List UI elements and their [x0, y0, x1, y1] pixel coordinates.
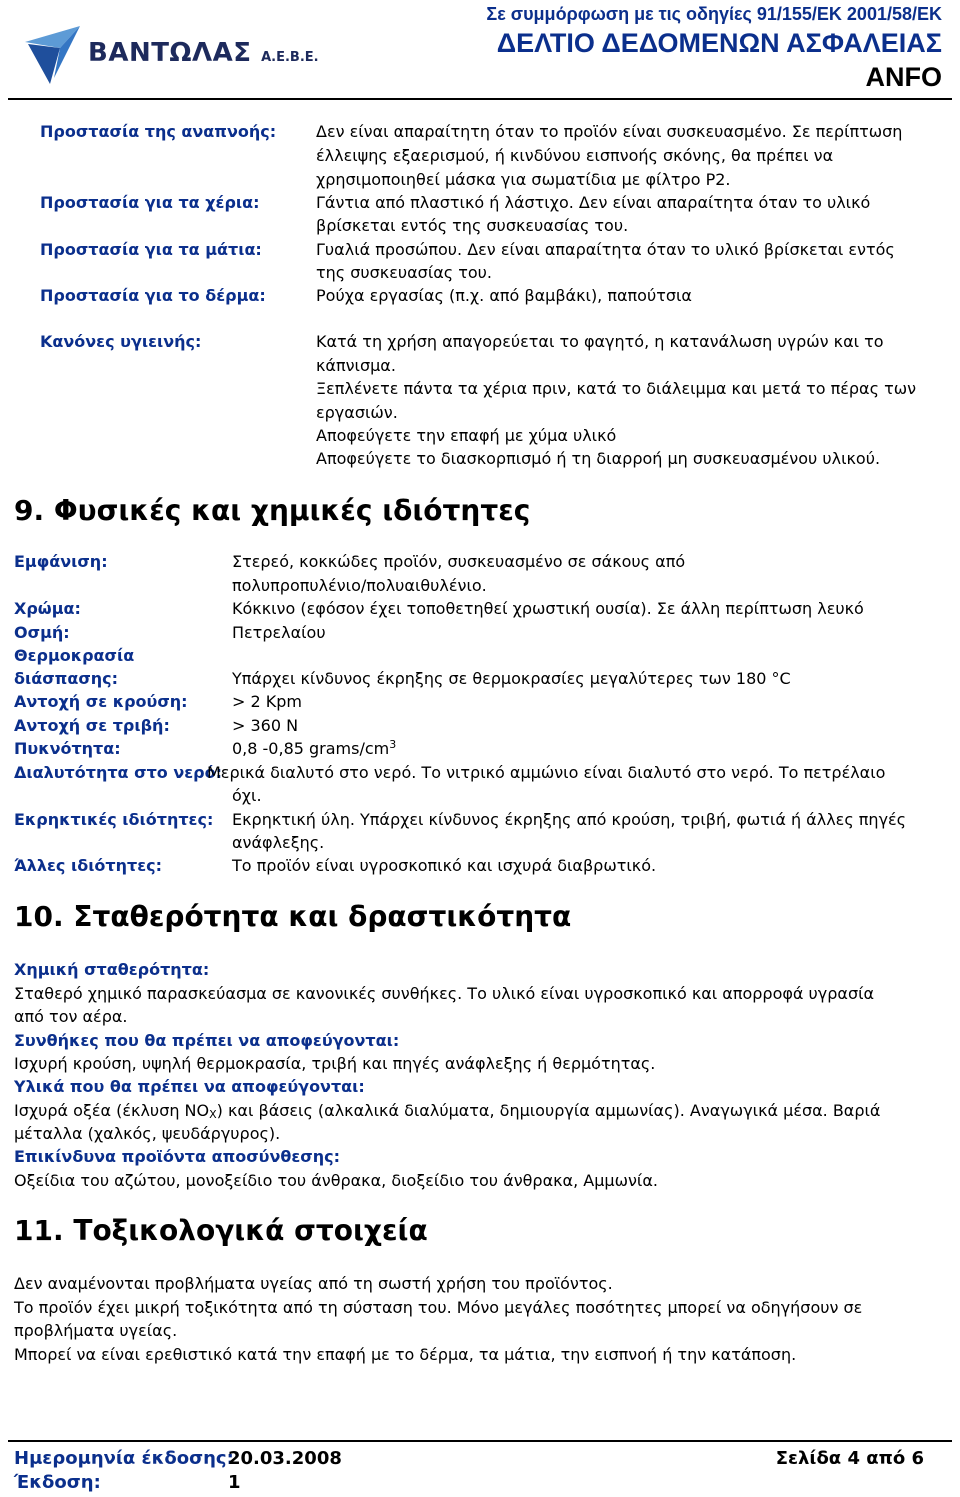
company-logo — [10, 0, 319, 100]
header-divider — [8, 98, 952, 100]
section-9-title: 9. Φυσικές και χημικές ιδιότητες — [14, 494, 531, 527]
respiratory-protection-label: Προστασία της αναπνοής: — [40, 122, 277, 141]
hand-protection-label: Προστασία για τα χέρια: — [40, 193, 260, 212]
color-value: Κόκκινο (εφόσον έχει τοποθετηθεί χρωστική ουσία). Σε άλλη περίπτωση λευκό — [232, 599, 864, 618]
issue-date-label: Ημερομηνία έκδοσης: — [14, 1448, 234, 1469]
materials-to-avoid-line2: μέταλλα (χαλκός, ψευδάργυρος). — [14, 1124, 281, 1143]
explosive-properties-label: Εκρηκτικές ιδιότητες: — [14, 810, 214, 829]
toxicology-line2: Το προϊόν έχει μικρή τοξικότητα από τη σύσταση του. Μόνο μεγάλες ποσότητες μπορεί να οδηγήσουν σε — [14, 1298, 863, 1317]
product-name: ANFO — [865, 62, 942, 92]
solubility-line2: όχι. — [232, 786, 262, 805]
document-title: ΔΕΛΤΙΟ ΔΕΔΟΜΕΝΩΝ ΑΣΦΑΛΕΙΑΣ — [496, 28, 942, 58]
odor-value: Πετρελαίου — [232, 623, 326, 642]
vantolas-logo-icon — [20, 22, 90, 92]
hygiene-line4: εργασιών. — [316, 403, 398, 422]
toxicology-line1: Δεν αναμένονται προβλήματα υγείας από τη σωστή χρήση του προϊόντος. — [14, 1274, 613, 1293]
compliance-line: Σε συμμόρφωση με τις οδηγίες 91/155/ΕΚ 2001/58/ΕΚ — [486, 4, 942, 24]
issue-date-value: 20.03.2008 — [228, 1448, 342, 1469]
density-label: Πυκνότητα: — [14, 739, 121, 758]
eye-protection-label: Προστασία για τα μάτια: — [40, 240, 262, 259]
company-name: ΒΑΝΤΩΛΑΣ Α.Ε.Β.Ε. — [88, 38, 319, 68]
skin-protection-line1: Ρούχα εργασίας (π.χ. από βαμβάκι), παπούτσια — [316, 286, 692, 305]
impact-resistance-value: > 2 Kpm — [232, 692, 302, 711]
density-value: 0,8 -0,85 grams/$cm^3$ — [232, 738, 397, 758]
other-properties-value: Το προϊόν είναι υγροσκοπικό και ισχυρά διαβρωτικό. — [232, 856, 657, 875]
footer-divider — [8, 1440, 952, 1442]
eye-protection-line2: της συσκευασίας του. — [316, 263, 493, 282]
decomposition-products-label: Επικίνδυνα προϊόντα αποσύνθεσης: — [14, 1147, 341, 1166]
toxicology-line3: προβλήματα υγείας. — [14, 1321, 178, 1340]
eye-protection-line1: Γυαλιά προσώπου. Δεν είναι απαραίτητα όταν το υλικό βρίσκεται εντός — [316, 240, 895, 259]
hygiene-line6: Αποφεύγετε το διασκορπισμό ή τη διαρροή μη συσκευασμένου υλικού. — [316, 449, 881, 468]
impact-resistance-label: Αντοχή σε κρούση: — [14, 692, 188, 711]
color-label: Χρώμα: — [14, 599, 81, 618]
version-label: Έκδοση: — [14, 1472, 101, 1493]
materials-to-avoid-label: Υλικά που θα πρέπει να αποφεύγονται: — [14, 1077, 365, 1096]
version-value: 1 — [228, 1472, 241, 1493]
hygiene-label: Κανόνες υγιεινής: — [40, 332, 202, 351]
chemical-stability-label: Χημική σταθερότητα: — [14, 960, 210, 979]
friction-resistance-label: Αντοχή σε τριβή: — [14, 716, 170, 735]
explosive-properties-line1: Εκρηκτική ύλη. Υπάρχει κίνδυνος έκρηξης από κρούση, τριβή, φωτιά ή άλλες πηγές — [232, 810, 907, 829]
respiratory-protection-line1: Δεν είναι απαραίτητη όταν το προϊόν είναι συσκευασμένο. Σε περίπτωση — [316, 122, 903, 141]
appearance-line2: πολυπροπυλένιο/πολυαιθυλένιο. — [232, 576, 487, 595]
skin-protection-label: Προστασία για το δέρμα: — [40, 286, 266, 305]
section-11-title: 11. Τοξικολογικά στοιχεία — [14, 1214, 428, 1247]
hygiene-line2: κάπνισμα. — [316, 356, 396, 375]
chemical-stability-line1: Σταθερό χημικό παρασκεύασμα σε κανονικές συνθήκες. Το υλικό είναι υγροσκοπικό και απορροφά υγρασία — [14, 984, 875, 1003]
odor-label: Οσμή: — [14, 623, 70, 642]
other-properties-label: Άλλες ιδιότητες: — [14, 856, 163, 875]
hygiene-line3: Ξεπλένετε πάντα τα χέρια πριν, κατά το διάλειμμα και μετά το πέρας των — [316, 379, 917, 398]
toxicology-line4: Μπορεί να είναι ερεθιστικό κατά την επαφή με το δέρμα, τα μάτια, την εισπνοή ή την κατάποση. — [14, 1345, 797, 1364]
page-number: Σελίδα 4 από 6 — [775, 1448, 924, 1469]
chemical-stability-line2: από τον αέρα. — [14, 1007, 128, 1026]
friction-resistance-value: > 360 N — [232, 716, 299, 735]
conditions-to-avoid-label: Συνθήκες που θα πρέπει να αποφεύγονται: — [14, 1031, 400, 1050]
respiratory-protection-line3: χρησιμοποιηθεί μάσκα για σωματίδια με φίλτρο P2. — [316, 170, 731, 189]
appearance-line1: Στερεό, κοκκώδες προϊόν, συσκευασμένο σε σάκους από — [232, 552, 686, 571]
hygiene-line5: Αποφεύγετε την επαφή με χύμα υλικό — [316, 426, 617, 445]
page-header — [0, 0, 960, 100]
appearance-label: Εμφάνιση: — [14, 552, 108, 571]
hand-protection-line1: Γάντια από πλαστικό ή λάστιχο. Δεν είναι απαραίτητα όταν το υλικό — [316, 193, 871, 212]
explosive-properties-line2: ανάφλεξης. — [232, 833, 325, 852]
section-10-title: 10. Σταθερότητα και δραστικότητα — [14, 900, 572, 933]
conditions-to-avoid-value: Ισχυρή κρούση, υψηλή θερμοκρασία, τριβή και πηγές ανάφλεξης ή θερμότητας. — [14, 1054, 656, 1073]
decomposition-products-value: Οξείδια του αζώτου, μονοξείδιο του άνθρακα, διοξείδιο του άνθρακα, Αμμωνία. — [14, 1171, 658, 1190]
solubility-label: Διαλυτότητα στο νερό: — [14, 763, 222, 782]
decomposition-temp-label-2: διάσπασης: — [14, 669, 119, 688]
hygiene-line1: Κατά τη χρήση απαγορεύεται το φαγητό, η κατανάλωση υγρών και το — [316, 332, 884, 351]
decomposition-temp-label-1: Θερμοκρασία — [14, 646, 135, 665]
materials-to-avoid-line1: Ισχυρά οξέα (έκλυση $NO_X$) και βάσεις (αλκαλικά διαλύματα, δημιουργία αμμωνίας). Αναγωγικά μέσα. Βαριά — [14, 1101, 881, 1121]
hand-protection-line2: βρίσκεται εντός της συσκευασίας του. — [316, 216, 629, 235]
respiratory-protection-line2: έλλειψης εξαερισμού, ή κινδύνου εισπνοής σκόνης, θα πρέπει να — [316, 146, 834, 165]
decomposition-temp-value: Υπάρχει κίνδυνος έκρηξης σε θερμοκρασίες μεγαλύτερες των 180 °C — [232, 669, 791, 688]
solubility-line1: Μερικά διαλυτό στο νερό. Το νιτρικό αμμώνιο είναι διαλυτό στο νερό. Το πετρέλαιο — [207, 763, 886, 782]
